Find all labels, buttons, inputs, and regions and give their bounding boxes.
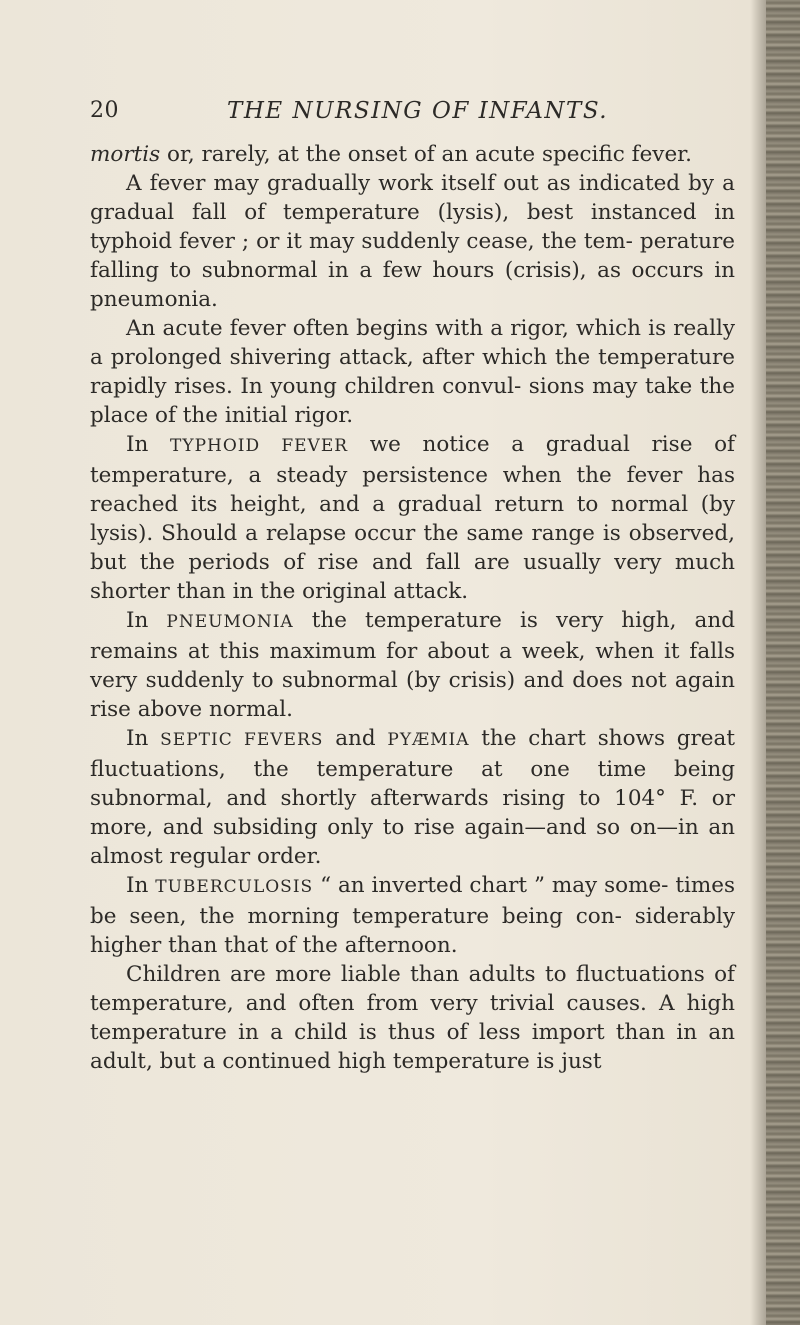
paragraph-text: we notice a gradual rise of temperature, a steady persistence when the fever has reached its height, and a gradual return to normal (by lysis). Should a relapse occur the same range is observed, but the periods of rise and fall are usually very much shorter than in the original attack. xyxy=(90,432,736,604)
disease-term: SEPTIC FEVERS xyxy=(160,730,324,750)
book-edge xyxy=(766,0,800,1325)
paragraph-text: A fever may gradually work itself out as indicated by a gradual fall of temperature (lysis), best instanced in typhoid fever ; or it may suddenly cease, the tem- perature falling to subnormal in a few hours (crisis), as occurs in pneumonia. xyxy=(90,171,735,312)
paragraph-text: An acute fever often begins with a rigor, which is really a prolonged shivering attack, after which the temperature rapidly rises. In young children convul- sions may take the place of the initial rigor. xyxy=(90,316,735,428)
paragraph-typhoid xyxy=(90,430,735,606)
disease-term-2: PYÆMIA xyxy=(387,730,470,750)
latin-word: mortis xyxy=(90,142,161,167)
paragraph-lead-in: In xyxy=(126,726,161,751)
paragraph-text: the chart shows great fluctuations, the temperature at one time being subnormal, and shortly afterwards rising to 104° F. or more, and subsiding only to rise again—and so on—in an almost regular order. xyxy=(90,726,735,869)
paragraph-children xyxy=(90,960,735,1076)
page-edge-shadow xyxy=(750,0,766,1325)
paragraph-pneumonia xyxy=(90,606,735,724)
paragraph-connector: and xyxy=(323,726,388,751)
paragraph-lead-in: In xyxy=(126,608,167,633)
paragraph-2 xyxy=(90,169,735,314)
disease-term: TUBERCULOSIS xyxy=(155,877,314,897)
body-text xyxy=(90,140,735,1076)
paragraph-3 xyxy=(90,314,735,430)
paragraph-tuberculosis xyxy=(90,871,735,960)
paragraph-septic xyxy=(90,724,735,871)
disease-term: TYPHOID FEVER xyxy=(170,436,349,456)
paragraph-text: “ an inverted chart ” may some- times be seen, the morning temperature being con- siderably higher than that of the afternoon. xyxy=(90,873,735,958)
paragraph-text: the temperature is very high, and remains at this maximum for about a week, when it falls very suddenly to subnormal (by crisis) and does not again rise above normal. xyxy=(90,608,735,722)
page-header xyxy=(90,98,730,134)
running-title: THE NURSING OF INFANTS. xyxy=(227,98,609,124)
disease-term: PNEUMONIA xyxy=(166,612,294,632)
paragraph-text: or, rarely, at the onset of an acute specific fever. xyxy=(160,142,692,167)
paragraph-1 xyxy=(90,140,735,169)
paragraph-lead-in: In xyxy=(126,432,171,457)
paragraph-lead-in: In xyxy=(126,873,156,898)
paragraph-text: Children are more liable than adults to fluctuations of temperature, and often from very trivial causes. A high temperature in a child is thus of less import than in an adult, but a continued high temperature is just xyxy=(90,962,735,1074)
page-number: 20 xyxy=(90,98,119,123)
